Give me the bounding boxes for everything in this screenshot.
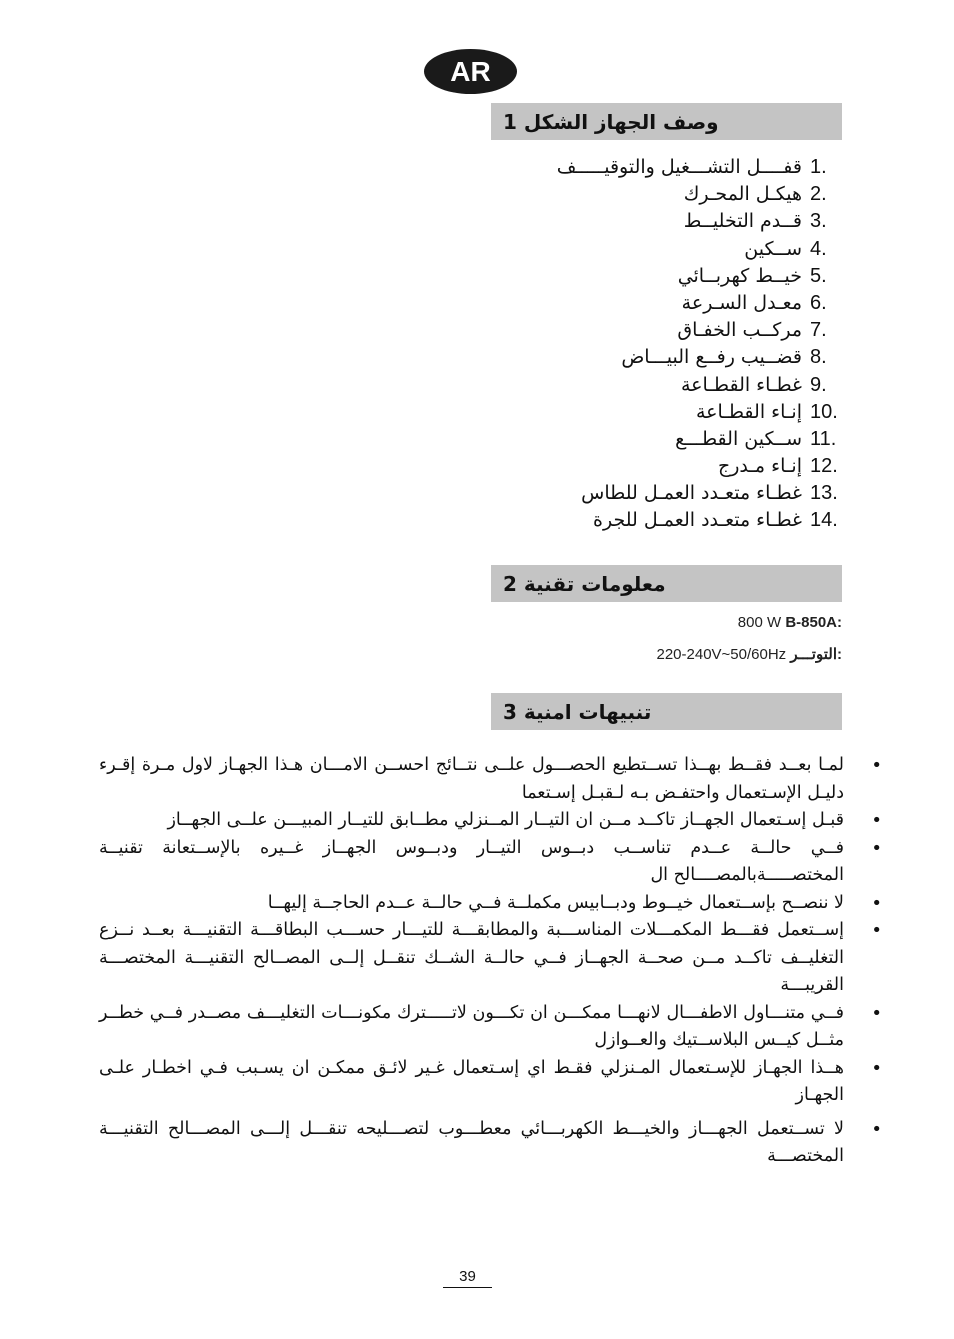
warning-text: إســتعمل فقـــط المكمـــلات المناســـبة والمطابقـــة للتيـــار حســـب البطاقـــة التقنيـــة بعــد نــزع التغليــف تاكــد مــن صحــة الجهــاز فــي حالــة الشــك تنقــل إلــى المصــالح التقنيـــة المختصـــة القريبـــة <box>99 920 844 995</box>
spec-voltage <box>656 645 842 663</box>
safety-warnings-list <box>99 752 882 1171</box>
list-item <box>99 1116 882 1171</box>
list-item <box>99 835 882 890</box>
list-item <box>557 344 844 371</box>
bullet-icon: • <box>871 1118 882 1140</box>
section-title-description: وصف الجهاز الشكل 1 <box>491 103 842 140</box>
bullet-icon: • <box>871 755 882 776</box>
bullet-icon: • <box>871 892 882 914</box>
item-number: 3. <box>810 210 827 233</box>
list-item <box>557 399 844 426</box>
item-text: قــدم التخليــط <box>683 210 802 233</box>
item-number: 8. <box>810 346 827 369</box>
bullet-icon: • <box>871 1057 882 1079</box>
list-item <box>557 372 844 399</box>
power-value: 800 W <box>737 614 782 631</box>
parts-list <box>557 154 844 535</box>
item-text: ســكين القطـــع <box>675 427 802 450</box>
list-item <box>99 807 882 835</box>
list-item <box>557 453 844 480</box>
item-number: 2. <box>810 183 827 206</box>
warning-text: فــي حالــة عــدم تناســب دبــوس التيــار ودبــوس الجهــاز غــيره بالإســتعانة تقنيــة المختصـــــةبالمصــــالح ال <box>99 837 844 885</box>
item-number: 5. <box>810 264 827 287</box>
bullet-icon: • <box>871 837 882 859</box>
item-text: غطـاء متعـدد العمـل للجرة <box>593 509 802 532</box>
model-label: B-850A: <box>785 614 842 631</box>
item-text: غطـاء متعـدد العمـل للطاس <box>581 482 802 505</box>
item-text: قضــيب رفــع البيـــاض <box>621 346 802 369</box>
list-item <box>557 290 844 317</box>
section-title-technical: معلومات تقنية 2 <box>491 565 842 602</box>
warning-text: لا تســتعمل الجهـــاز والخيـــط الكهربـــائي معطـــوب لتصـــليحه تنقـــل إلـــى المصـــالح التقنيـــة المختصـــة <box>99 1118 844 1166</box>
item-number: 6. <box>810 291 827 314</box>
section-title-safety: تنبيهات امنية 3 <box>491 693 842 730</box>
item-number: 1. <box>810 156 827 178</box>
bullet-icon: • <box>871 1002 882 1024</box>
voltage-label: التوتـــر: <box>790 646 842 663</box>
list-item <box>557 426 844 453</box>
list-item <box>99 1055 882 1110</box>
page-number: 39 <box>443 1268 492 1288</box>
item-text: ســكين <box>744 237 802 260</box>
item-text: مركــب الخفـاق <box>677 319 802 342</box>
item-text: إنـاء مـدرج <box>717 455 802 478</box>
item-text: إنـاء القطـاعة <box>695 400 802 423</box>
warning-text: لمـا بعــد فقــط بهــذا تســتطيع الحصـــول علــى نتــائج احســن الامـــان هـذا الجهـاز لاول مـرة إقـرء دليـل الإسـتعمال واحتفـض بـه لـقبـل إسـتعما <box>99 755 844 803</box>
item-number: 12. <box>810 455 838 478</box>
item-text: غطـاء القطـاعة <box>681 373 802 396</box>
warning-text: قبـل إسـتعمال الجهــاز تاكــد مــن ان التيــار المــنزلي مطــابق للتيــار المبيـــن علــى الجهــاز <box>167 810 844 830</box>
list-item <box>557 480 844 507</box>
list-item <box>99 917 882 1000</box>
voltage-value: 220-240V~50/60Hz <box>656 646 787 663</box>
item-number: 9. <box>810 373 827 396</box>
list-item <box>557 154 844 181</box>
list-item <box>557 208 844 235</box>
item-number: 10. <box>810 400 838 423</box>
list-item <box>557 317 844 344</box>
list-item <box>99 752 882 807</box>
item-number: 7. <box>810 319 827 342</box>
item-number: 13. <box>810 482 838 505</box>
list-item <box>99 1000 882 1055</box>
list-item <box>557 507 844 534</box>
list-item <box>557 236 844 263</box>
language-badge: AR <box>424 49 517 94</box>
item-text: خيــط كهربــائي <box>677 264 802 287</box>
item-number: 4. <box>810 237 827 260</box>
list-item <box>557 181 844 208</box>
item-text: معـدل السـرعة <box>681 291 802 314</box>
item-text: قفــــل التشـــغيل والتوقيـــــف <box>556 156 802 178</box>
spec-power <box>738 614 842 631</box>
warning-text: لا ننصــح بإســتعمال خيــوط ودبــابيس مكملــة فــي حالــة عــدم الحاجــة إليهــا <box>267 892 844 913</box>
bullet-icon: • <box>871 810 882 831</box>
list-item <box>557 263 844 290</box>
item-number: 11. <box>810 427 837 450</box>
bullet-icon: • <box>871 920 882 941</box>
item-number: 14. <box>810 509 838 532</box>
warning-text: فــي متنـــاول الاطفـــال لانهـــا ممكـــن ان تكـــون لاتـــــترك مكونـــات التغليـــف مصــدر فــي خطــر مثــل كيــس البلاســتيك والعــوازل <box>99 1002 844 1050</box>
item-text: هيكـل المحـرك <box>683 183 802 206</box>
list-item <box>99 890 882 918</box>
warning-text: هــذا الجهـاز للإسـتعمال المـنزلي فقـط اي إسـتعمال غـير لائـق ممكـن ان يسـبب فـي اخطـار علـى الجهـاز <box>99 1057 844 1105</box>
